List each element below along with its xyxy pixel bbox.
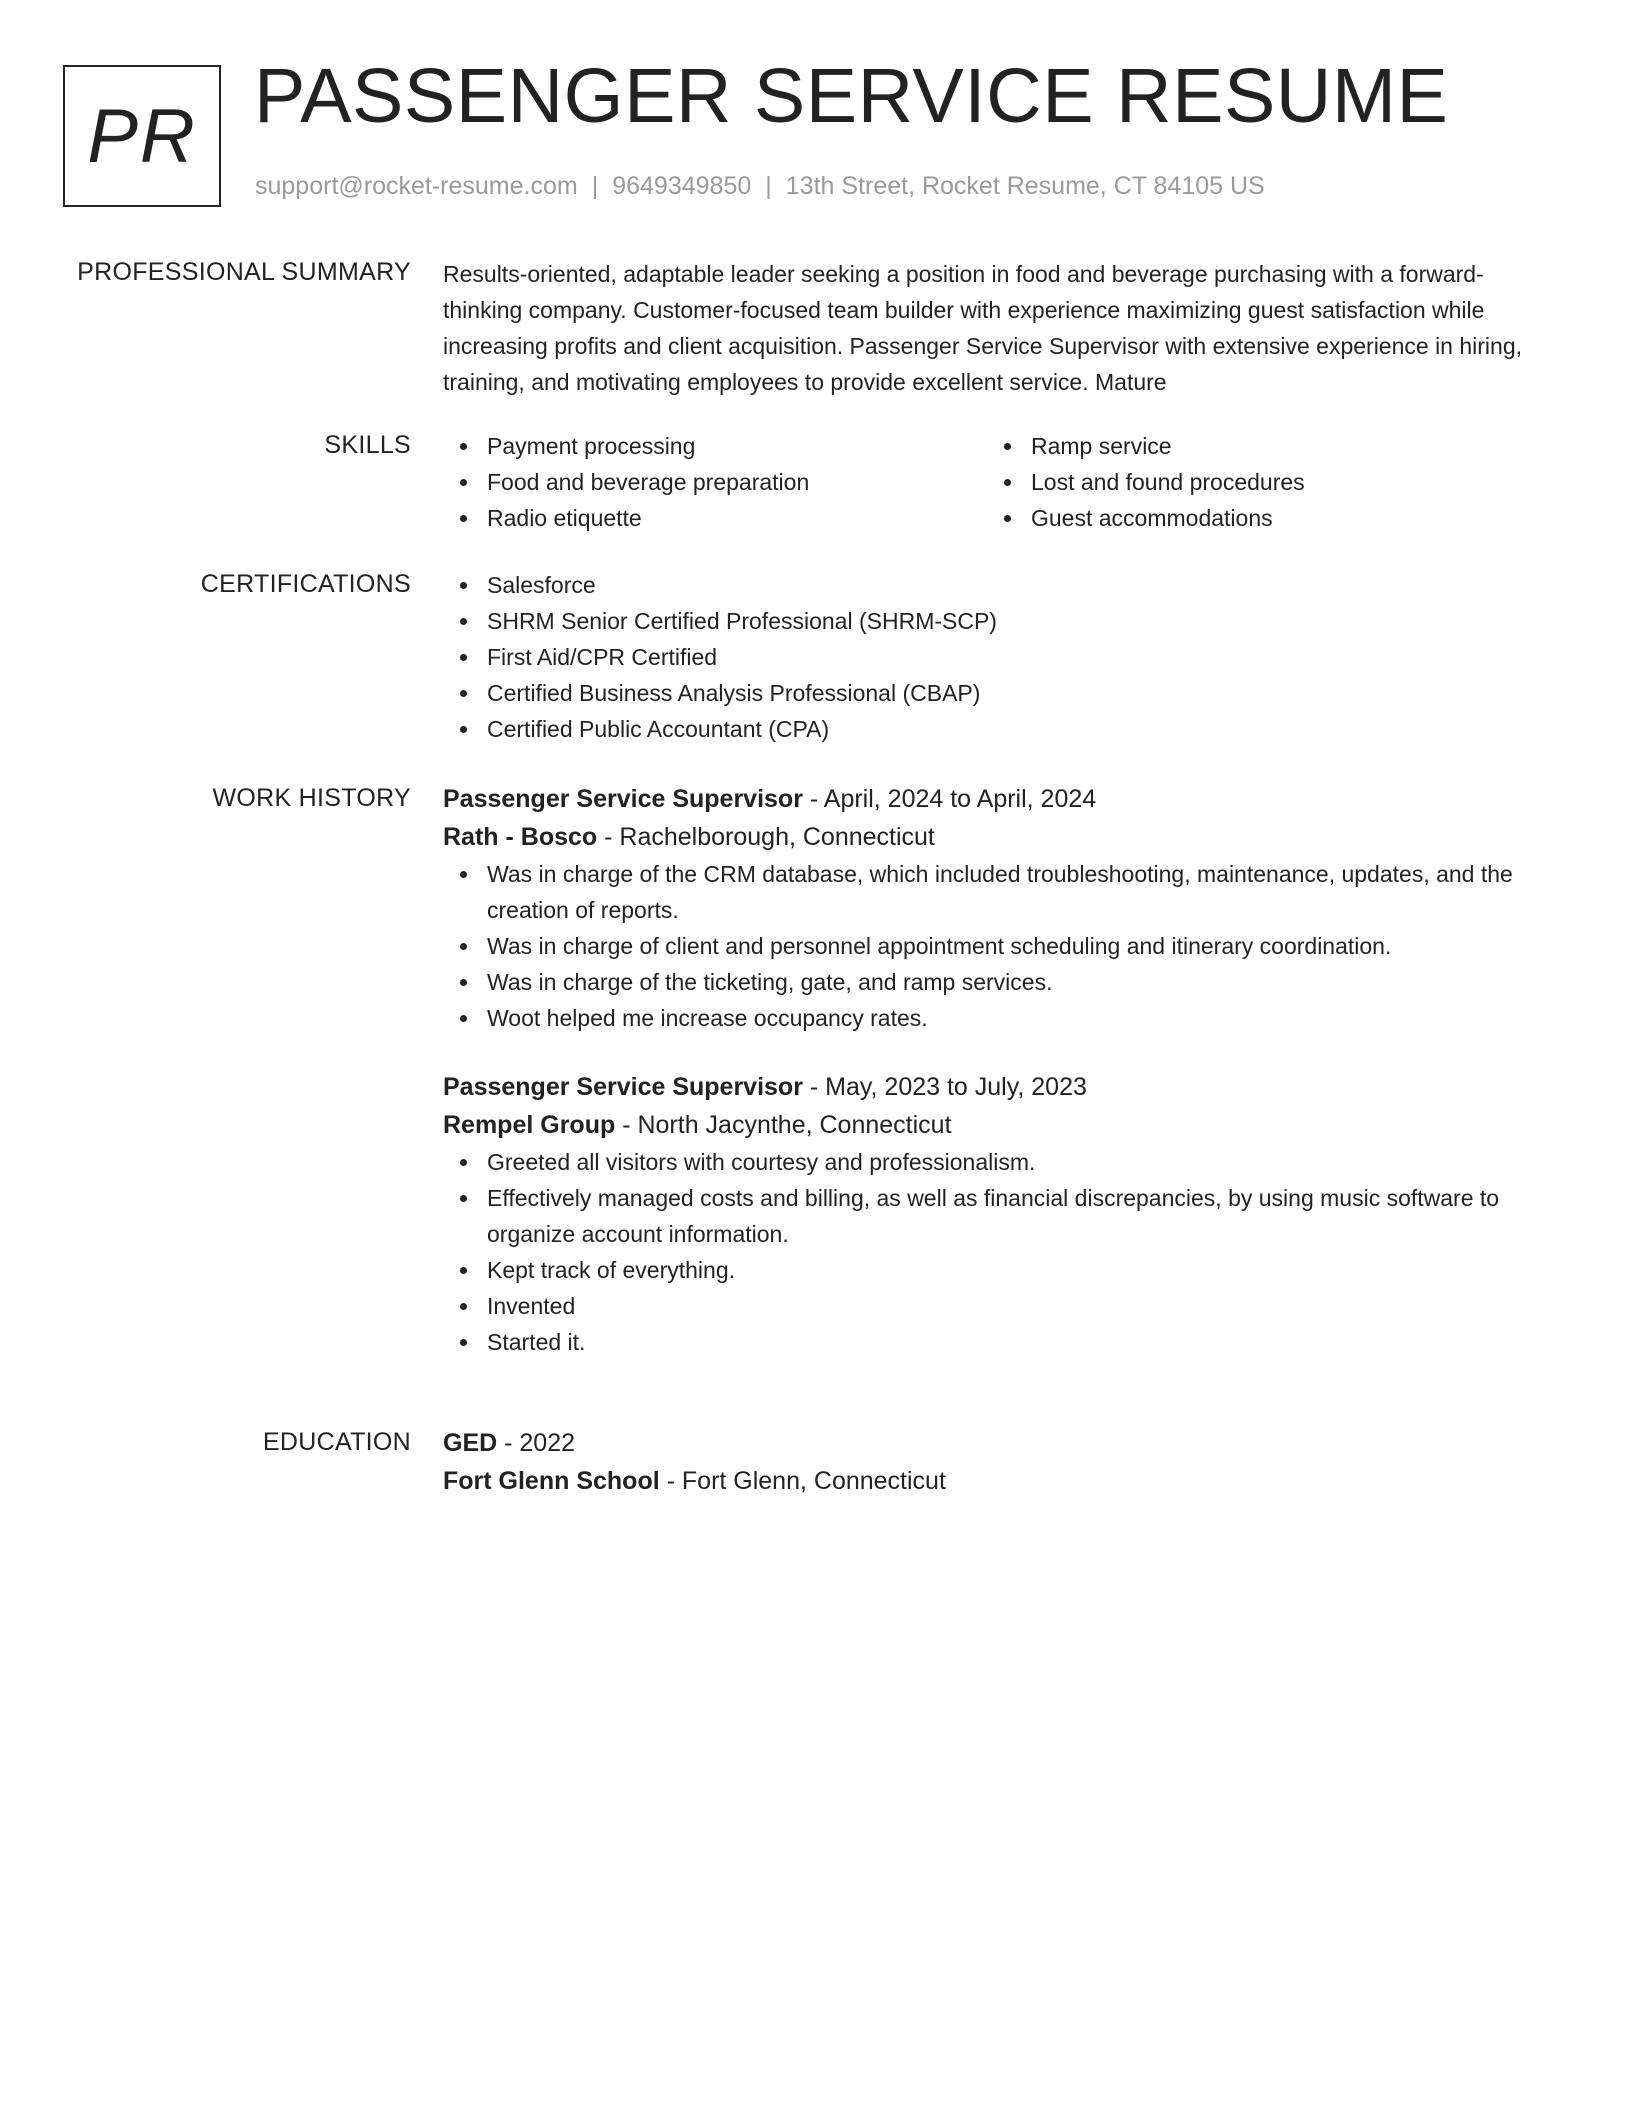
job-dates: - April, 2024 to April, 2024 xyxy=(802,785,1097,813)
list-item: Ramp service xyxy=(987,428,1531,464)
skills-body xyxy=(443,428,1563,536)
job-company: Rath - Bosco xyxy=(443,823,598,851)
summary-body xyxy=(443,256,1563,400)
job-role: Passenger Service Supervisor xyxy=(443,785,803,813)
contact-separator: | xyxy=(765,172,772,200)
summary-text: Results-oriented, adaptable leader seeking a position in food and beverage purchasing with a forward-thinking company. Customer-focused team builder with experience maximizing guest satisfaction while increasing profits and client acquisition. Passenger Service Supervisor with extensive experience in hiring, training, and motivating employees to provide excellent service. Mature xyxy=(443,261,1523,395)
list-item: Woot helped me increase occupancy rates. xyxy=(443,1000,1563,1036)
section-title-summary: PROFESSIONAL SUMMARY xyxy=(77,258,411,286)
skills-list-left xyxy=(443,428,987,536)
list-item: Was in charge of client and personnel appointment scheduling and itinerary coordination. xyxy=(443,928,1563,964)
list-item: Radio etiquette xyxy=(443,500,987,536)
skills-grid xyxy=(443,428,1563,536)
section-title-skills: SKILLS xyxy=(324,431,411,459)
list-item: Guest accommodations xyxy=(987,500,1531,536)
contact-separator: | xyxy=(591,172,599,200)
education-location: - Fort Glenn, Connecticut xyxy=(659,1467,946,1495)
education-degree: GED xyxy=(443,1429,498,1457)
job-entry xyxy=(443,780,1563,1036)
list-item: SHRM Senior Certified Professional (SHRM-SCP) xyxy=(443,603,1563,639)
list-item: First Aid/CPR Certified xyxy=(443,639,1563,675)
job-dates: - May, 2023 to July, 2023 xyxy=(802,1073,1087,1101)
education-year: - 2022 xyxy=(497,1429,576,1457)
certifications-body xyxy=(443,567,1563,747)
list-item: Was in charge of the ticketing, gate, and ramp services. xyxy=(443,964,1563,1000)
list-item: Was in charge of the CRM database, which included troubleshooting, maintenance, updates, and the creation of reports. xyxy=(443,856,1563,928)
education-degree-line xyxy=(443,1424,1563,1462)
job-duties-list xyxy=(443,1144,1563,1360)
list-item: Effectively managed costs and billing, as well as financial discrepancies, by using music software to organize account information. xyxy=(443,1180,1563,1252)
job-location: - North Jacynthe, Connecticut xyxy=(615,1111,952,1139)
contact-email: support@rocket-resume.com xyxy=(255,172,578,200)
work-body xyxy=(443,780,1563,1360)
job-duties-list xyxy=(443,856,1563,1036)
job-company: Rempel Group xyxy=(443,1111,616,1139)
list-item: Invented xyxy=(443,1288,1563,1324)
skills-list-right xyxy=(987,428,1531,536)
list-item: Certified Public Accountant (CPA) xyxy=(443,711,1563,747)
job-role-line xyxy=(443,780,1563,818)
contact-phone: 9649349850 xyxy=(612,172,752,200)
monogram-box xyxy=(63,65,221,207)
education-body xyxy=(443,1424,1563,1500)
list-item: Greeted all visitors with courtesy and professionalism. xyxy=(443,1144,1563,1180)
job-role-line xyxy=(443,1068,1563,1106)
section-title-education: EDUCATION xyxy=(262,1428,411,1456)
job-location: - Rachelborough, Connecticut xyxy=(597,823,935,851)
job-company-line xyxy=(443,1106,1563,1144)
contact-address: 13th Street, Rocket Resume, CT 84105 US xyxy=(785,172,1265,200)
education-school: Fort Glenn School xyxy=(443,1467,660,1495)
contact-line xyxy=(255,172,1265,201)
job-entry xyxy=(443,1068,1563,1360)
job-role: Passenger Service Supervisor xyxy=(443,1073,803,1101)
education-school-line xyxy=(443,1462,1563,1500)
list-item: Started it. xyxy=(443,1324,1563,1360)
list-item: Payment processing xyxy=(443,428,987,464)
list-item: Lost and found procedures xyxy=(987,464,1531,500)
monogram-initials: PR xyxy=(87,93,197,179)
certifications-list xyxy=(443,567,1563,747)
list-item: Certified Business Analysis Professional (CBAP) xyxy=(443,675,1563,711)
list-item: Kept track of everything. xyxy=(443,1252,1563,1288)
section-title-work: WORK HISTORY xyxy=(212,784,411,812)
job-company-line xyxy=(443,818,1563,856)
list-item: Food and beverage preparation xyxy=(443,464,987,500)
section-title-certifications: CERTIFICATIONS xyxy=(200,570,411,598)
resume-title: PASSENGER SERVICE RESUME xyxy=(254,53,1449,139)
list-item: Salesforce xyxy=(443,567,1563,603)
